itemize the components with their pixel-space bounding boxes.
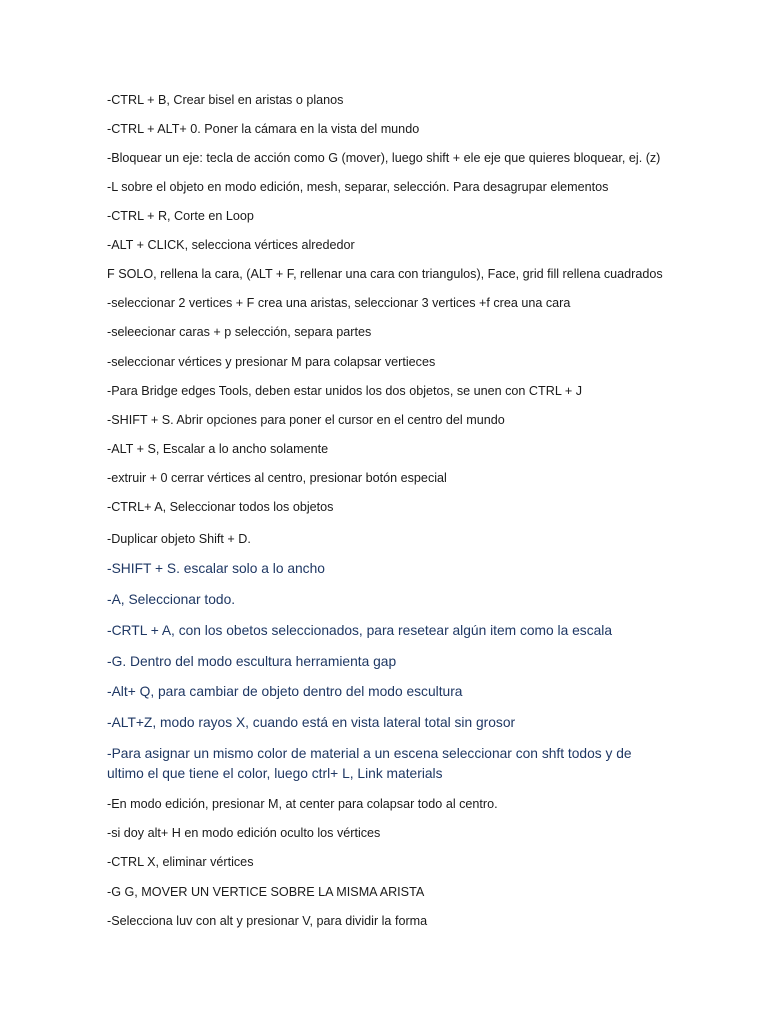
shortcut-line-7: F SOLO, rellena la cara, (ALT + F, rellenar una cara con triangulos), Face, grid fill rellena cuadrados — [107, 267, 663, 281]
shortcut-line-19: -CRTL + A, con los obetos seleccionados, para resetear algún item como la escala — [107, 623, 613, 638]
shortcut-line-18: -A, Seleccionar todo. — [107, 592, 236, 607]
shortcut-line-14: -extruir + 0 cerrar vértices al centro, presionar botón especial — [107, 471, 447, 485]
shortcut-line-28: -Selecciona luv con alt y presionar V, para dividir la forma — [107, 914, 428, 928]
shortcut-line-27: -G G, MOVER UN VERTICE SOBRE LA MISMA ARISTA — [107, 885, 425, 899]
shortcut-line-1: -CTRL + B, Crear bisel en aristas o planos — [107, 93, 344, 107]
shortcut-line-8: -seleccionar 2 vertices + F crea una aristas, seleccionar 3 vertices +f crea una cara — [107, 296, 571, 310]
shortcut-line-13: -ALT + S, Escalar a lo ancho solamente — [107, 442, 329, 456]
shortcut-line-10: -seleccionar vértices y presionar M para colapsar vertieces — [107, 355, 436, 369]
shortcut-line-6: -ALT + CLICK, selecciona vértices alrededor — [107, 238, 355, 252]
shortcut-line-12: -SHIFT + S. Abrir opciones para poner el cursor en el centro del mundo — [107, 413, 505, 427]
shortcut-line-4: -L sobre el objeto en modo edición, mesh, separar, selección. Para desagrupar elementos — [107, 180, 609, 194]
shortcut-line-17: -SHIFT + S. escalar solo a lo ancho — [107, 561, 325, 576]
shortcut-line-21: -Alt+ Q, para cambiar de objeto dentro del modo escultura — [107, 684, 463, 699]
shortcut-line-15: -CTRL+ A, Seleccionar todos los objetos — [107, 500, 334, 514]
shortcut-line-3: -Bloquear un eje: tecla de acción como G (mover), luego shift + ele eje que quieres bloquear, ej. (z) — [107, 151, 661, 165]
shortcut-line-11: -Para Bridge edges Tools, deben estar unidos los dos objetos, se unen con CTRL + J — [107, 384, 583, 398]
shortcut-line-9: -seleecionar caras + p selección, separa partes — [107, 325, 372, 339]
shortcut-line-2: -CTRL + ALT+ 0. Poner la cámara en la vista del mundo — [107, 122, 420, 136]
shortcut-line-20: -G. Dentro del modo escultura herramienta gap — [107, 654, 397, 669]
shortcut-line-23: -Para asignar un mismo color de material a un escena seleccionar con shft todos y de ultimo el que tiene el color, luego ctrl+ L, Link materials — [107, 746, 632, 781]
shortcut-line-5: -CTRL + R, Corte en Loop — [107, 209, 254, 223]
shortcut-line-16: -Duplicar objeto Shift + D. — [107, 532, 251, 546]
shortcut-line-22: -ALT+Z, modo rayos X, cuando está en vista lateral total sin grosor — [107, 715, 516, 730]
shortcut-line-25: -si doy alt+ H en modo edición oculto los vértices — [107, 826, 381, 840]
shortcut-line-26: -CTRL X, eliminar vértices — [107, 855, 254, 869]
shortcut-line-24: -En modo edición, presionar M, at center para colapsar todo al centro. — [107, 797, 498, 811]
